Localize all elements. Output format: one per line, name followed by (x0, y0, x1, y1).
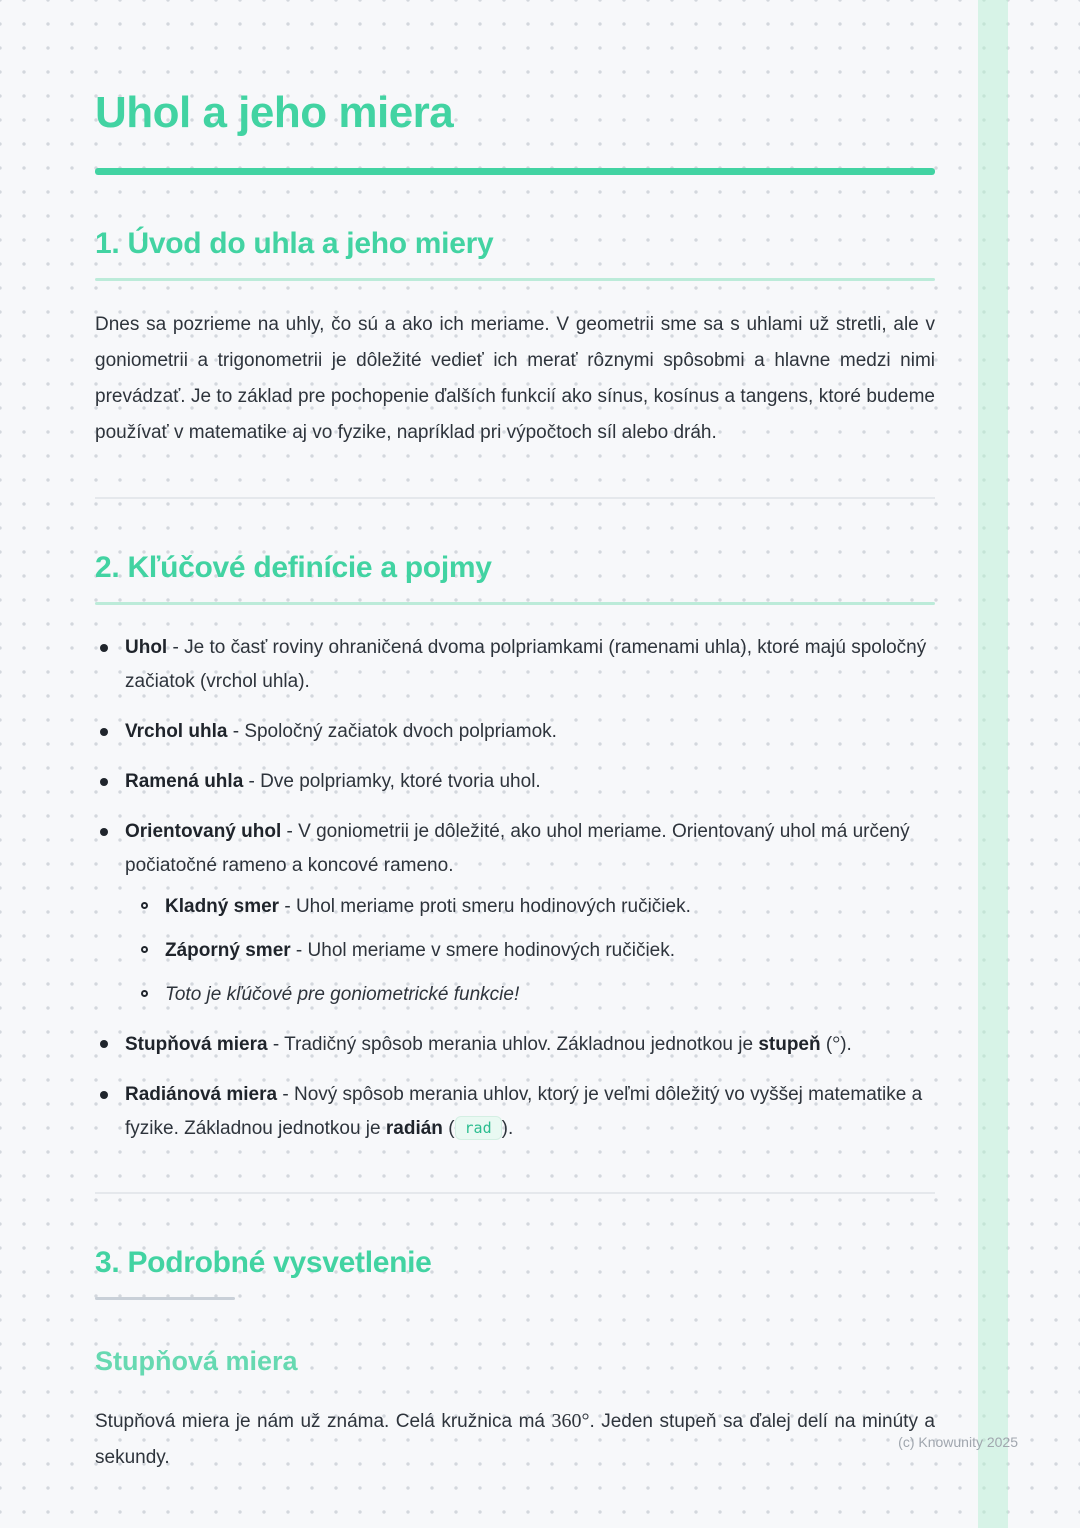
term-separator: - (277, 1084, 294, 1105)
list-item-stupnova-miera (95, 1027, 935, 1062)
side-stripe (978, 0, 1008, 1528)
term-bold-unit: stupeň (758, 1034, 821, 1055)
term-label: Stupňová miera (125, 1034, 268, 1055)
section-divider (95, 497, 935, 499)
section-intro (95, 227, 935, 451)
term-description: ). (840, 1034, 852, 1055)
term-description: ( (442, 1118, 455, 1139)
section-heading-2: 2. Kľúčové definície a pojmy (95, 551, 492, 584)
bullet-dot-icon (100, 728, 108, 736)
term-separator: - (227, 721, 245, 742)
section-definitions (95, 551, 935, 1146)
heading-rule-3 (95, 1297, 235, 1300)
paragraph-text: Stupňová miera je nám už známa. Celá kružnica má (95, 1411, 552, 1432)
bullet-circle-icon (141, 946, 148, 953)
degree-symbol: ° (832, 1033, 841, 1055)
sub-item-zaporny-smer (137, 935, 935, 967)
term-label: Ramená uhla (125, 771, 244, 792)
term-separator: - (167, 637, 185, 658)
document-content (95, 0, 935, 1476)
list-item-orientovany-uhol (95, 815, 935, 1011)
bullet-circle-icon (141, 902, 148, 909)
intro-paragraph: Dnes sa pozrieme na uhly, čo sú a ako ich meriame. V geometrii sme sa s uhlami už stretli, ale v goniometrii a trigonometrii je dôležité vedieť ich merať rôznymi spôsobmi a hlavne medzi nimi prevádzať. Je to základ pre pochopenie ďalších funkcií ako sínus, kosínus a tangens, ktoré budeme používať v matematike aj vo fyzike, napríklad pri výpočtoch síl alebo dráh. (95, 314, 935, 443)
section-heading-1: 1. Úvod do uhla a jeho miery (95, 227, 494, 260)
term-description: Je to časť roviny ohraničená dvoma polpriamkami (ramenami uhla), ktoré majú spoločný začiatok (vrchol uhla). (125, 637, 927, 692)
heading-rule-1 (95, 278, 935, 281)
list-item-radianova-miera (95, 1078, 935, 1146)
paragraph-text: . Jeden stupeň sa ďalej delí na minúty a sekundy. (95, 1411, 935, 1468)
term-description: Spoločný začiatok dvoch polpriamok. (244, 721, 557, 742)
term-description: Uhol meriame v smere hodinových ručičiek. (307, 940, 676, 961)
page-title: Uhol a jeho miera (95, 88, 454, 137)
section-divider (95, 1192, 935, 1194)
sub-item-kladny-smer (137, 891, 935, 923)
bullet-dot-icon (100, 1040, 108, 1048)
sub-item-note (137, 979, 935, 1011)
bullet-dot-icon (100, 828, 108, 836)
term-separator: - (267, 1034, 285, 1055)
heading-rule-2 (95, 602, 935, 605)
footer-credit: (c) Knowunity 2025 (898, 1434, 1018, 1450)
title-rule (95, 168, 935, 175)
code-badge-rad: rad (455, 1116, 502, 1140)
italic-note: Toto je kľúčové pre goniometrické funkcie! (165, 984, 520, 1005)
list-item-uhol (95, 631, 935, 699)
term-description: Dve polpriamky, ktoré tvoria uhol. (260, 771, 541, 792)
section-heading-3: 3. Podrobné vysvetlenie (95, 1246, 432, 1279)
term-label: Vrchol uhla (125, 721, 228, 742)
term-description: Uhol meriame proti smeru hodinových ručičiek. (295, 896, 691, 917)
definitions-list (95, 631, 935, 1146)
math-360-degrees: 360° (551, 1410, 590, 1432)
term-label: Kladný smer (165, 896, 280, 917)
bullet-dot-icon (100, 778, 108, 786)
term-label: Záporný smer (165, 940, 291, 961)
bullet-dot-icon (100, 644, 108, 652)
list-item-ramena-uhla (95, 765, 935, 799)
term-label: Uhol (125, 637, 168, 658)
term-separator: - (290, 940, 308, 961)
term-description: V goniometrii je dôležité, ako uhol meriame. Orientovaný uhol má určený počiatočné rameno a koncové rameno. (125, 821, 910, 876)
term-description: ). (501, 1118, 514, 1139)
orientation-sub-list (137, 891, 935, 1011)
bullet-circle-icon (141, 990, 148, 997)
explanation-paragraph (95, 1403, 935, 1476)
term-separator: - (243, 771, 261, 792)
term-description: ( (820, 1034, 833, 1055)
section-explanation (95, 1246, 935, 1476)
term-description: Nový spôsob merania uhlov, ktorý je veľmi dôležitý vo vyššej matematike a fyzike. Základnou jednotkou je (125, 1084, 923, 1139)
term-separator: - (281, 821, 299, 842)
term-label: Orientovaný uhol (125, 821, 282, 842)
term-separator: - (279, 896, 296, 917)
list-item-vrchol-uhla (95, 715, 935, 749)
term-label: Radiánová miera (125, 1084, 278, 1105)
term-bold-unit: radián (385, 1118, 443, 1139)
term-description: Tradičný spôsob merania uhlov. Základnou jednotkou je (284, 1034, 759, 1055)
subsection-heading-stupnova-miera: Stupňová miera (95, 1346, 298, 1376)
bullet-dot-icon (100, 1091, 108, 1099)
